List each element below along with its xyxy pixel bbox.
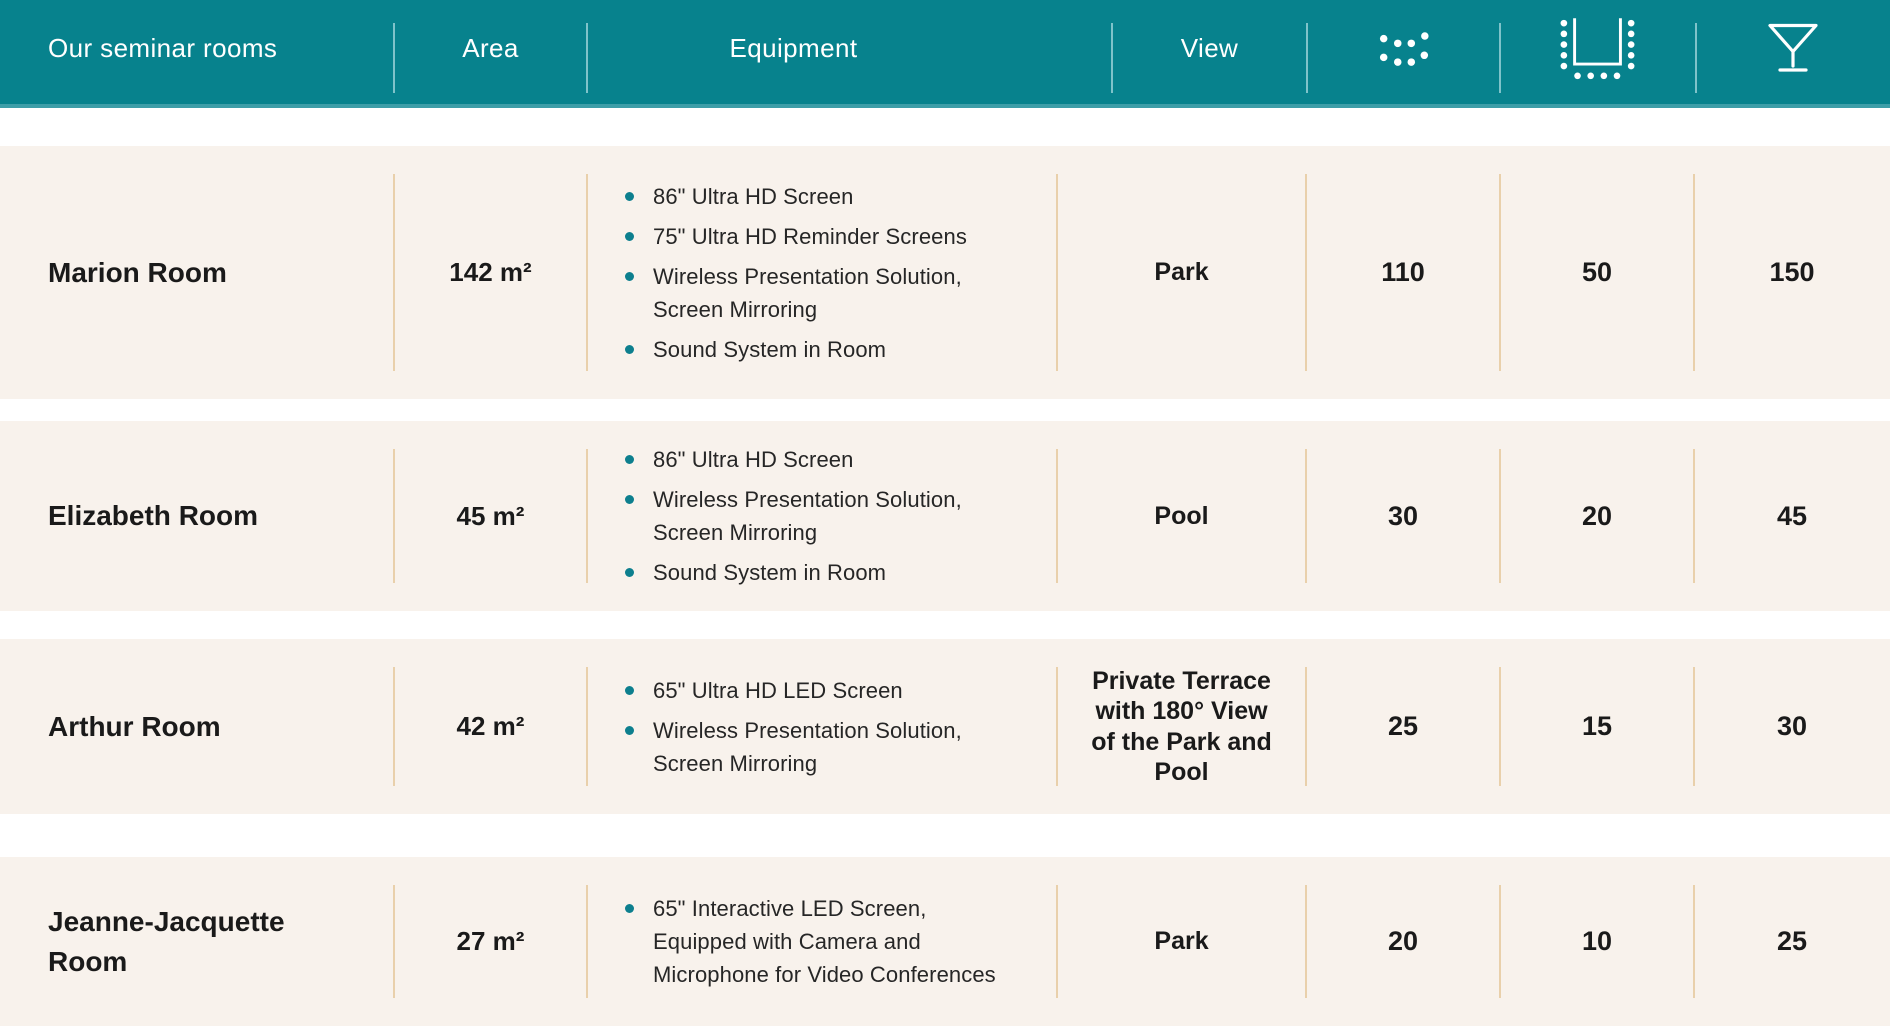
capacity-u-shape: 20 [1500,421,1694,611]
room-area: 42 m² [394,639,587,814]
equipment-item: Sound System in Room [623,333,1021,366]
equipment-list [623,667,1021,787]
room-name: Jeanne-Jacquette Room [48,906,285,977]
equipment-item: 65" Ultra HD LED Screen [623,674,1021,707]
equipment-item: 75" Ultra HD Reminder Screens [623,220,1021,253]
equipment-item: Sound System in Room [623,556,1021,589]
equipment-list [623,436,1021,596]
room-name: Elizabeth Room [48,500,259,532]
room-view: Park [1057,857,1306,1026]
capacity-theatre: 25 [1306,639,1500,814]
room-row [0,421,1890,611]
room-equipment [587,639,1057,814]
u-shape-seating-icon [1559,16,1637,80]
equipment-item: Wireless Presentation Solution, Screen Mirroring [623,714,1021,780]
equipment-item: Wireless Presentation Solution, Screen Mirroring [623,260,1021,326]
equipment-list [623,173,1021,373]
room-equipment [587,421,1057,611]
capacity-u-shape: 50 [1500,146,1694,399]
cocktail-glass-icon [1767,20,1819,76]
capacity-u-shape: 15 [1500,639,1694,814]
room-name: Arthur Room [48,710,221,742]
room-view: Private Terrace with 180° View of the Park and Pool [1057,639,1306,814]
room-row [0,639,1890,814]
room-view: Pool [1057,421,1306,611]
room-view: Park [1057,146,1306,399]
capacity-u-shape: 10 [1500,857,1694,1026]
equipment-list [623,885,1021,998]
room-equipment [587,857,1057,1026]
table-body [0,146,1890,1026]
header-rooms-label: Our seminar rooms [48,32,278,63]
equipment-item: Wireless Presentation Solution, Screen Mirroring [623,483,1021,549]
header-area-label: Area [394,0,587,108]
capacity-cocktail: 150 [1694,146,1890,399]
equipment-item: 65" Interactive LED Screen, Equipped with Camera and Microphone for Video Conferences [623,892,1021,991]
capacity-cocktail: 30 [1694,639,1890,814]
equipment-item: 86" Ultra HD Screen [623,443,1021,476]
header-theatre-column [1307,0,1500,108]
room-area: 142 m² [394,146,587,399]
header-view-label: View [1112,0,1307,108]
capacity-theatre: 30 [1306,421,1500,611]
room-equipment [587,146,1057,399]
header-equipment-label: Equipment [587,0,1112,108]
room-row [0,146,1890,399]
capacity-cocktail: 25 [1694,857,1890,1026]
room-area: 27 m² [394,857,587,1026]
header-u-shape-column [1500,0,1696,108]
room-name: Marion Room [48,256,227,288]
room-row [0,857,1890,1026]
header-cocktail-column [1696,0,1890,108]
capacity-theatre: 110 [1306,146,1500,399]
capacity-theatre: 20 [1306,857,1500,1026]
table-header [0,0,1890,108]
room-area: 45 m² [394,421,587,611]
capacity-cocktail: 45 [1694,421,1890,611]
theatre-seating-icon [1379,29,1429,67]
equipment-item: 86" Ultra HD Screen [623,180,1021,213]
